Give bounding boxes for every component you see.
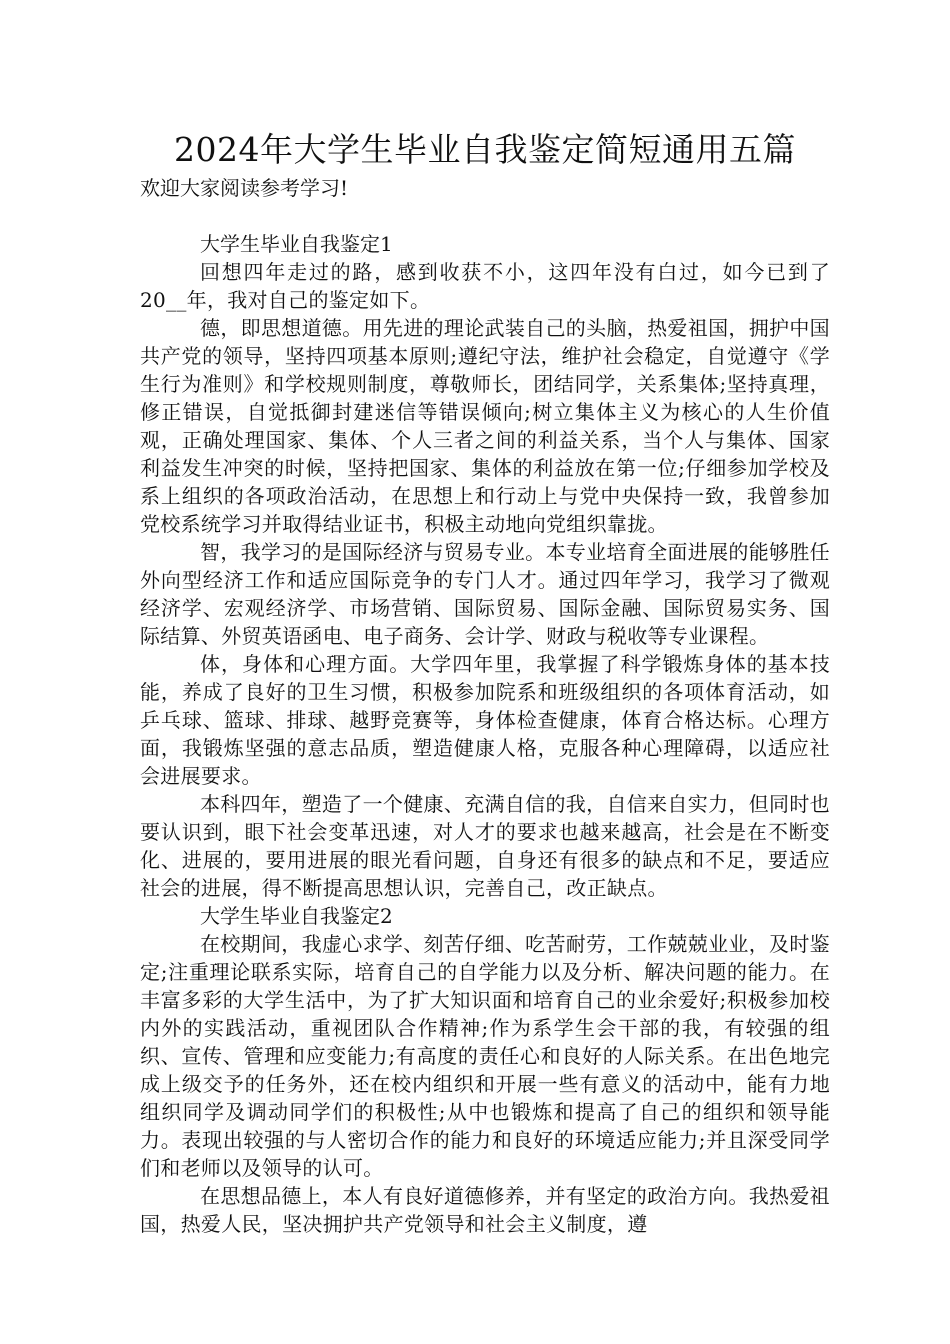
section-heading: 大学生毕业自我鉴定1 [200,232,393,256]
section-2 [140,902,830,1238]
paragraph: 智，我学习的是国际经济与贸易专业。本专业培育全面进展的能够胜任外向型经济工作和适应国际竞争的专门人才。通过四年学习，我学习了微观经济学、宏观经济学、市场营销、国际贸易、国际金融、国际贸易实务、国际结算、外贸英语函电、电子商务、会计学、财政与税收等专业课程。 [140,540,830,648]
paragraph: 在校期间，我虚心求学、刻苦仔细、吃苦耐劳，工作兢兢业业，及时鉴定;注重理论联系实际，培育自己的自学能力以及分析、解决问题的能力。在丰富多彩的大学生活中，为了扩大知识面和培育自己的业余爱好;积极参加校内外的实践活动，重视团队合作精神;作为系学生会干部的我，有较强的组织、宣传、管理和应变能力;有高度的责任心和良好的人际关系。在出色地完成上级交予的任务外，还在校内组织和开展一些有意义的活动中，能有力地组织同学及调动同学们的积极性;从中也锻炼和提高了自己的组织和领导能力。表现出较强的与人密切合作的能力和良好的环境适应能力;并且深受同学们和老师以及领导的认可。 [140,932,830,1180]
document-intro: 欢迎大家阅读参考学习! [140,176,349,200]
section-heading: 大学生毕业自我鉴定2 [200,904,393,928]
paragraph: 德，即思想道德。用先进的理论武装自己的头脑，热爱祖国，拥护中国共产党的领导，坚持四项基本原则;遵纪守法，维护社会稳定，自觉遵守《学生行为准则》和学校规则制度，尊敬师长，团结同学，关系集体;坚持真理，修正错误，自觉抵御封建迷信等错误倾向;树立集体主义为核心的人生价值观，正确处理国家、集体、个人三者之间的利益关系，当个人与集体、国家利益发生冲突的时候，坚持把国家、集体的利益放在第一位;仔细参加学校及系上组织的各项政治活动，在思想上和行动上与党中央保持一致，我曾参加党校系统学习并取得结业证书，积极主动地向党组织靠拢。 [140,316,830,536]
section-1 [140,230,830,902]
document-page [140,128,830,1238]
paragraph: 回想四年走过的路，感到收获不小，这四年没有白过，如今已到了20__年，我对自己的鉴定如下。 [140,260,830,312]
document-title: 2024年大学生毕业自我鉴定简短通用五篇 [174,130,796,169]
paragraph: 在思想品德上，本人有良好道德修养，并有坚定的政治方向。我热爱祖国，热爱人民，坚决拥护共产党领导和社会主义制度，遵 [140,1184,830,1236]
paragraph: 体，身体和心理方面。大学四年里，我掌握了科学锻炼身体的基本技能，养成了良好的卫生习惯，积极参加院系和班级组织的各项体育活动，如乒乓球、篮球、排球、越野竞赛等，身体检查健康，体育合格达标。心理方面，我锻炼坚强的意志品质，塑造健康人格，克服各种心理障碍，以适应社会进展要求。 [140,652,830,788]
paragraph: 本科四年，塑造了一个健康、充满自信的我，自信来自实力，但同时也要认识到，眼下社会变革迅速，对人才的要求也越来越高，社会是在不断变化、进展的，要用进展的眼光看问题，自身还有很多的缺点和不足，要适应社会的进展，得不断提高思想认识，完善自己，改正缺点。 [140,792,830,900]
